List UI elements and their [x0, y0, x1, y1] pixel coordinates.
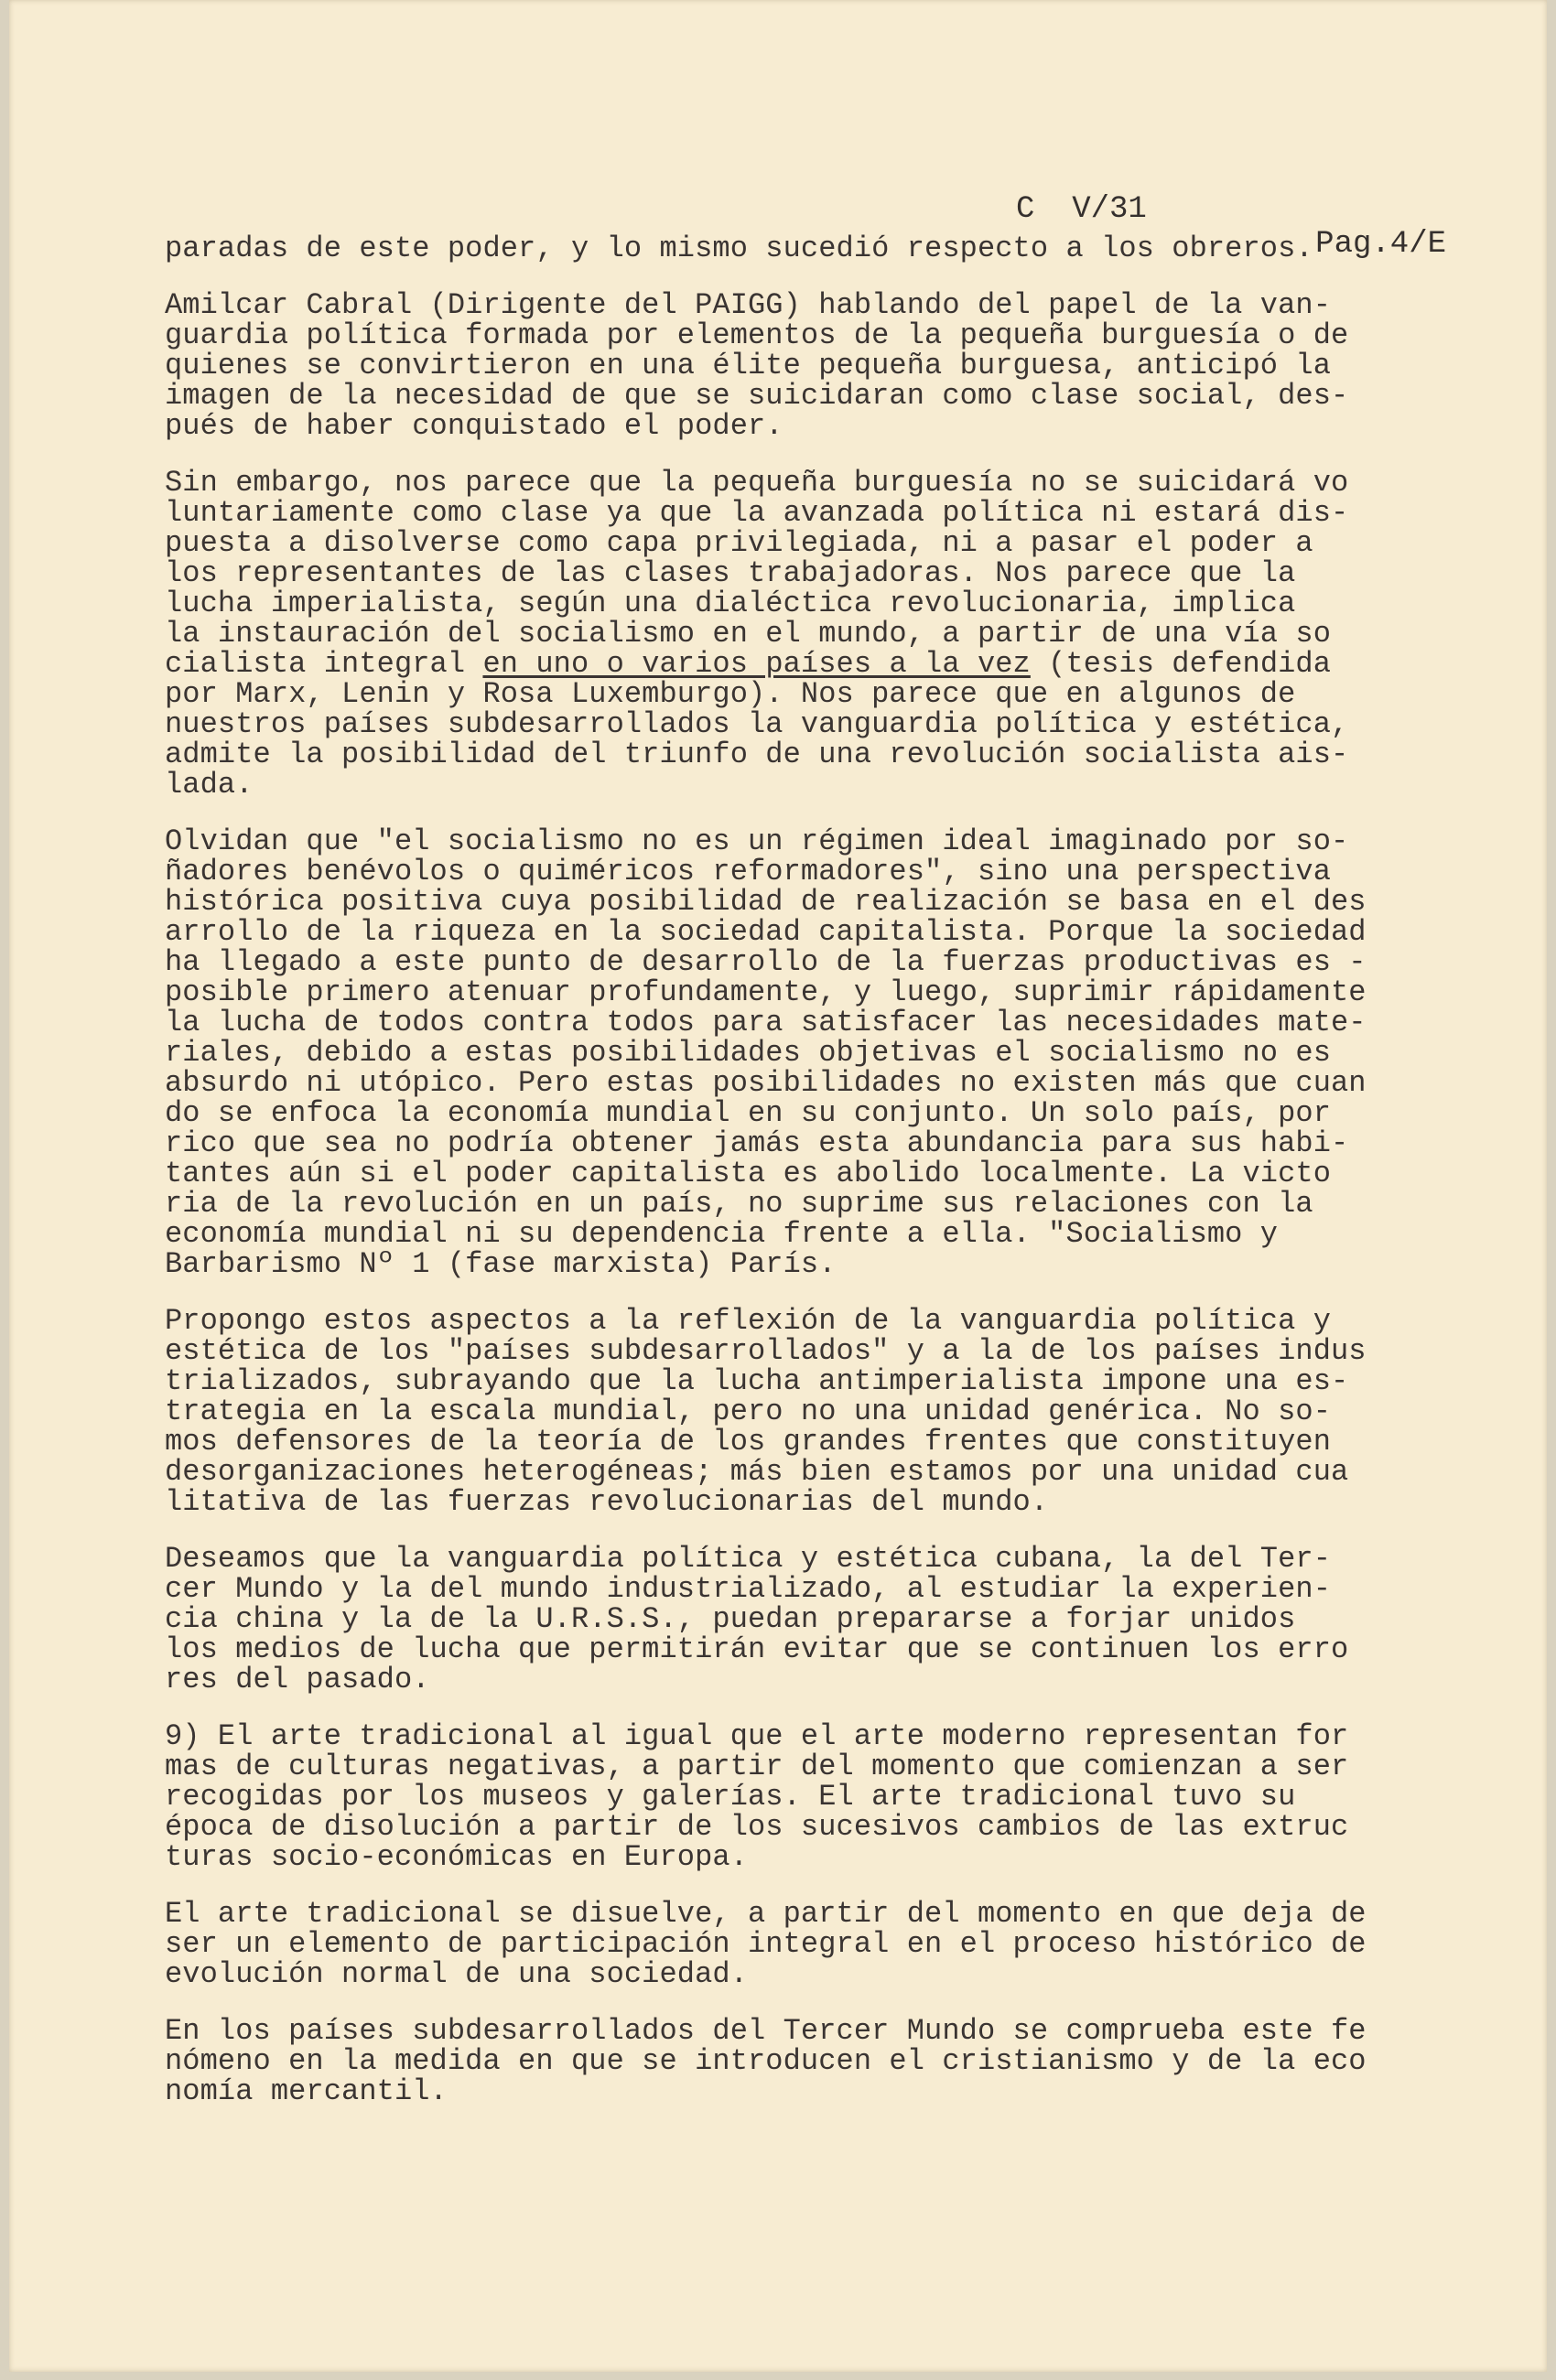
- text-segment: (tesis defendida: [1030, 647, 1332, 681]
- text-line: luntariamente como clase ya que la avanzada política ni estará dis-: [165, 496, 1349, 530]
- text-line: economía mundial ni su dependencia frente a ella. "Socialismo y: [165, 1217, 1279, 1251]
- paragraph-9: [165, 2016, 1446, 2106]
- text-line: En los países subdesarrollados del Tercer Mundo se comprueba este fe: [165, 2014, 1367, 2048]
- text-line: 9) El arte tradicional al igual que el arte moderno representan for: [165, 1719, 1349, 1753]
- text-line: ser un elemento de participación integral en el proceso histórico de: [165, 1927, 1367, 1961]
- paragraph-6: [165, 1544, 1446, 1695]
- text-line: guardia política formada por elementos de la pequeña burguesía o de: [165, 318, 1349, 352]
- page-number: Pag.4/E: [1315, 227, 1446, 262]
- text-line: Olvidan que "el socialismo no es un régimen ideal imaginado por so-: [165, 824, 1349, 858]
- text-line: época de disolución a partir de los sucesivos cambios de las extruc: [165, 1810, 1349, 1844]
- text-segment: cialista integral: [165, 647, 483, 681]
- text-line: res del pasado.: [165, 1663, 430, 1696]
- paragraph-5: [165, 1306, 1446, 1517]
- text-line: cia china y la de la U.R.S.S., puedan prepararse a forjar unidos: [165, 1602, 1296, 1636]
- paragraph-4: [165, 826, 1446, 1279]
- text-line-with-underline: [165, 649, 1446, 679]
- text-line: absurdo ni utópico. Pero estas posibilidades no existen más que cuan: [165, 1066, 1367, 1100]
- text-line: ha llegado a este punto de desarrollo de la fuerzas productivas es -: [165, 945, 1367, 979]
- text-line: trializados, subrayando que la lucha antimperialista impone una es-: [165, 1364, 1349, 1398]
- text-line: Sin embargo, nos parece que la pequeña burguesía no se suicidará vo: [165, 466, 1349, 500]
- text-line: mas de culturas negativas, a partir del momento que comienzan a ser: [165, 1750, 1349, 1783]
- text-line: Deseamos que la vanguardia política y estética cubana, la del Ter-: [165, 1542, 1332, 1576]
- document-reference: C V/31: [1016, 192, 1147, 227]
- text-line: quienes se convirtieron en una élite pequeña burguesa, anticipó la: [165, 349, 1332, 382]
- text-line: desorganizaciones heterogéneas; más bien estamos por una unidad cua: [165, 1455, 1349, 1489]
- text-line: la instauración del socialismo en el mundo, a partir de una vía so: [165, 617, 1332, 651]
- text-line: do se enfoca la economía mundial en su conjunto. Un solo país, por: [165, 1096, 1332, 1130]
- paragraph-7: [165, 1721, 1446, 1872]
- text-line: lucha imperialista, según una dialéctica revolucionaria, implica: [165, 587, 1296, 620]
- text-line: la lucha de todos contra todos para satisfacer las necesidades mate-: [165, 1006, 1367, 1039]
- underlined-phrase: en uno o varios países a la vez: [482, 647, 1031, 681]
- text-line: litativa de las fuerzas revolucionarias del mundo.: [165, 1485, 1049, 1519]
- text-line: posible primero atenuar profundamente, y luego, suprimir rápidamente: [165, 975, 1367, 1009]
- text-line: Barbarismo Nº 1 (fase marxista) París.: [165, 1247, 837, 1281]
- text-line: trategia en la escala mundial, pero no una unidad genérica. No so-: [165, 1395, 1332, 1428]
- text-line: estética de los "países subdesarrollados" y a la de los países indus: [165, 1334, 1367, 1368]
- paragraph-2: [165, 290, 1446, 441]
- document-body: [165, 233, 1446, 2133]
- text-line: tantes aún si el poder capitalista es abolido localmente. La victo: [165, 1157, 1332, 1190]
- text-line: evolución normal de una sociedad.: [165, 1957, 749, 1991]
- text-line: lada.: [165, 768, 254, 802]
- text-line: mos defensores de la teoría de los grandes frentes que constituyen: [165, 1425, 1332, 1459]
- typewritten-page: [9, 0, 1547, 2372]
- text-line: riales, debido a estas posibilidades objetivas el socialismo no es: [165, 1036, 1332, 1070]
- text-line: los medios de lucha que permitirán evitar que se continuen los erro: [165, 1632, 1349, 1666]
- text-line: nuestros países subdesarrollados la vanguardia política y estética,: [165, 707, 1349, 741]
- text-line: Propongo estos aspectos a la reflexión de la vanguardia política y: [165, 1304, 1332, 1338]
- text-line: histórica positiva cuya posibilidad de realización se basa en el des: [165, 885, 1367, 919]
- text-line: Amilcar Cabral (Dirigente del PAIGG) hablando del papel de la van-: [165, 288, 1332, 322]
- text-line: ñadores benévolos o quiméricos reformadores", sino una perspectiva: [165, 855, 1332, 888]
- text-line: puesta a disolverse como capa privilegiada, ni a pasar el poder a: [165, 526, 1313, 560]
- text-line: arrollo de la riqueza en la sociedad capitalista. Porque la sociedad: [165, 915, 1367, 949]
- text-line: los representantes de las clases trabajadoras. Nos parece que la: [165, 556, 1296, 590]
- text-line: ria de la revolución en un país, no suprime sus relaciones con la: [165, 1187, 1313, 1221]
- paragraph-1: [165, 233, 1446, 264]
- text-line: El arte tradicional se disuelve, a partir del momento en que deja de: [165, 1897, 1367, 1931]
- text-line: pués de haber conquistado el poder.: [165, 409, 783, 443]
- text-line: admite la posibilidad del triunfo de una revolución socialista ais-: [165, 738, 1349, 771]
- text-line: nómeno en la medida en que se introducen el cristianismo y de la eco: [165, 2044, 1367, 2078]
- text-line: nomía mercantil.: [165, 2074, 448, 2108]
- text-line: paradas de este poder, y lo mismo sucedió respecto a los obreros.: [165, 232, 1313, 265]
- paragraph-3: [165, 468, 1446, 800]
- text-line: rico que sea no podría obtener jamás esta abundancia para sus habi-: [165, 1126, 1349, 1160]
- text-line: recogidas por los museos y galerías. El arte tradicional tuvo su: [165, 1780, 1296, 1814]
- text-line: cer Mundo y la del mundo industrializado, al estudiar la experien-: [165, 1572, 1332, 1606]
- text-line: turas socio-económicas en Europa.: [165, 1840, 749, 1874]
- text-line: imagen de la necesidad de que se suicidaran como clase social, des-: [165, 379, 1349, 413]
- text-line: por Marx, Lenin y Rosa Luxemburgo). Nos parece que en algunos de: [165, 677, 1296, 711]
- paragraph-8: [165, 1899, 1446, 1989]
